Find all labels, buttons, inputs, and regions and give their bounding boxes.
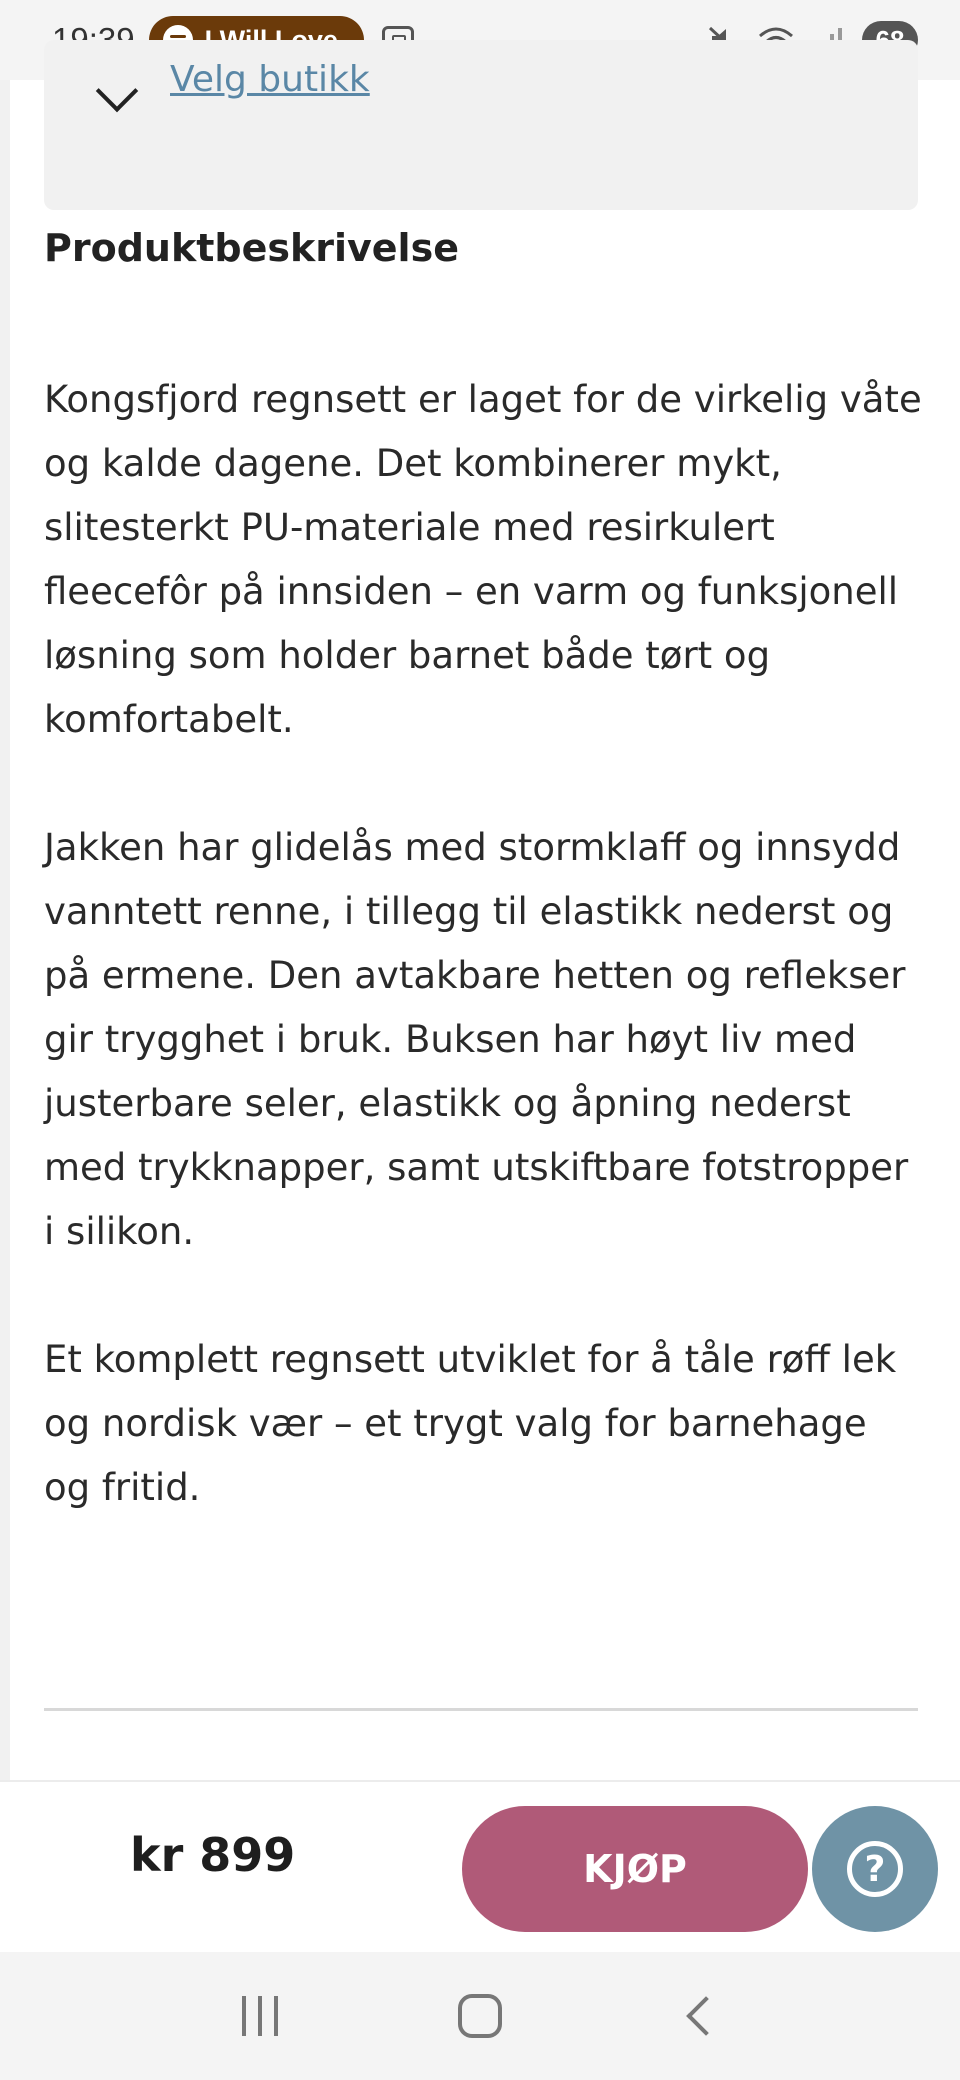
description-paragraph: Jakken har glidelås med stormklaff og innsydd vanntett renne, i tillegg til elastikk nederst og på ermene. Den avtakbare hetten og reflekser gir trygghet i bruk. Buksen har høyt liv med justerbare seler, elastikk og åpning nederst med trykknapper, samt utskiftbare fotstropper i silikon. — [44, 826, 909, 1253]
help-icon: ? — [847, 1841, 903, 1897]
description-paragraph: Et komplett regnsett utviklet for å tåle røff lek og nordisk vær – et trygt valg for barnehage og fritid. — [44, 1338, 897, 1509]
choose-store-link[interactable]: Velg butikk — [170, 59, 370, 100]
navigation-bar — [0, 1952, 960, 2080]
back-button[interactable] — [670, 1986, 730, 2046]
recent-apps-icon — [242, 1996, 278, 2036]
divider — [44, 1708, 918, 1711]
store-selector[interactable] — [44, 40, 918, 210]
product-description — [44, 368, 924, 1584]
home-button[interactable] — [450, 1986, 510, 2046]
back-icon — [686, 1996, 726, 2036]
chevron-down-icon — [96, 70, 138, 112]
description-paragraph: Kongsfjord regnsett er laget for de virkelig våte og kalde dagene. Det kombinerer mykt, slitesterkt PU-materiale med resirkulert fleecefôr på innsiden – en varm og funksjonell løsning som holder barnet både tørt og komfortabelt. — [44, 378, 922, 741]
buy-button[interactable]: KJØP — [462, 1806, 808, 1932]
page-content — [0, 59, 960, 1780]
product-description-title: Produktbeskrivelse — [44, 226, 459, 270]
buy-bar — [0, 1780, 960, 1952]
help-button[interactable] — [812, 1806, 938, 1932]
left-edge — [0, 80, 10, 1780]
recent-apps-button[interactable] — [230, 1986, 290, 2046]
home-icon — [458, 1994, 502, 2038]
price: kr 899 — [130, 1828, 296, 1882]
